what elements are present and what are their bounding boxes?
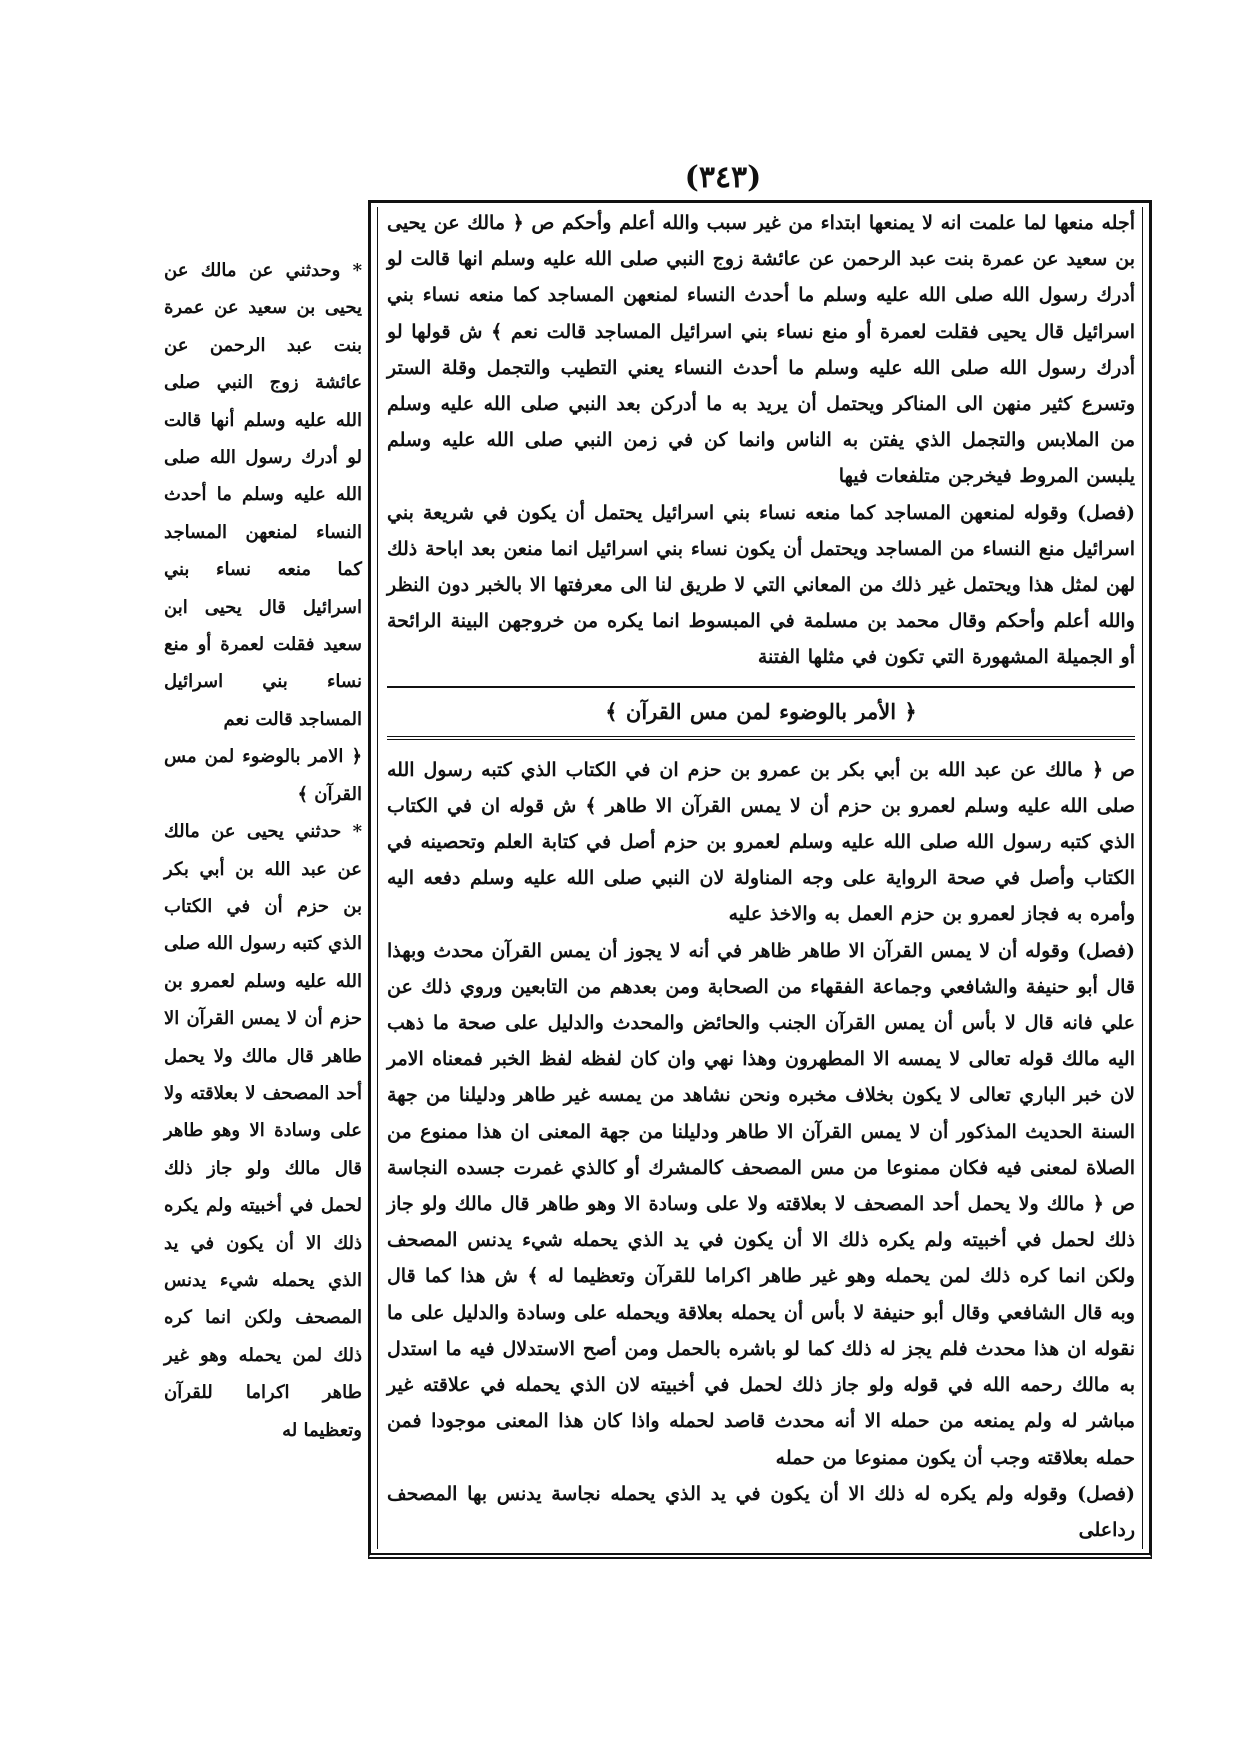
margin-column	[164, 252, 362, 1449]
margin-text-hadith-1: * وحدثني عن مالك عن يحيى بن سعيد عن عمرة بنت عبد الرحمن عن عائشة زوج النبي صلى الله عليه وسلم أنها قالت لو أدرك رسول الله صلى الله عليه وسلم ما أحدث النساء لمنعهن المساجد كما منعه نساء بني اسرائيل قال يحيى ابن سعيد فقلت لعمرة أو منع نساء بني اسرائيل المساجد قالت نعم	[164, 260, 362, 730]
main-paragraph-2: (فصل) وقوله لمنعهن المساجد كما منعه نساء بني اسرائيل يحتمل أن يكون في شريعة بني اسرائيل منع النساء من المساجد ويحتمل أن يكون نساء بني اسرائيل انما منعن بعد اباحة ذلك لهن لمثل هذا ويحتمل غير ذلك من المعاني التي لا طريق لنا الى معرفتها الا بالخبر دون النظر والله أعلم وأحكم وقال محمد بن مسلمة في المبسوط انما يكره من خروجهن البينة الرائحة أو الجميلة المشهورة التي تكون في مثلها الفتنة	[387, 501, 1135, 669]
margin-heading: ﴿ الامر بالوضوء لمن مس القرآن ﴾	[164, 746, 362, 805]
page-number: (٣٤٣)	[684, 160, 762, 195]
main-text-body	[387, 205, 1135, 1548]
main-text-frame	[368, 200, 1152, 1559]
main-paragraph-3: ص ﴿ مالك عن عبد الله بن أبي بكر بن عمرو بن حزم ان في الكتاب الذي كتبه رسول الله صلى الله عليه وسلم لعمرو بن حزم أن لا يمس القرآن الا طاهر ﴾ ش قوله ان في الكتاب الذي كتبه رسول الله صلى الله عليه وسلم لعمرو بن حزم أصل في كتابة العلم وتحصينه في الكتاب وأصل في صحة الرواية على وجه المناولة لان النبي صلى الله عليه وسلم دفعه اليه وأمره به فجاز لعمرو بن حزم العمل به والاخذ عليه	[387, 758, 1135, 926]
section-heading: ﴿ الأمر بالوضوء لمن مس القرآن ﴾	[387, 686, 1135, 740]
margin-text-hadith-2: * حدثني يحيى عن مالك عن عبد الله بن أبي بكر بن حزم أن في الكتاب الذي كتبه رسول الله صلى الله عليه وسلم لعمرو بن حزم أن لا يمس القرآن الا طاهر قال مالك ولا يحمل أحد المصحف لا بعلاقته ولا على وسادة الا وهو طاهر قال مالك ولو جاز ذلك لحمل في أخبيته ولم يكره ذلك الا أن يكون في يد الذي يحمله شيء يدنس المصحف ولكن انما كره ذلك لمن يحمله وهو غير طاهر اكراما للقرآن وتعظيما له	[164, 821, 362, 1441]
main-paragraph-4: (فصل) وقوله أن لا يمس القرآن الا طاهر ظاهر في أنه لا يجوز أن يمس القرآن محدث وبهذا قال أبو حنيفة والشافعي وجماعة الفقهاء من الصحابة ومن بعدهم من التابعين وروي ذلك عن علي فانه قال لا بأس أن يمس القرآن الجنب والحائض والمحدث والدليل على صحة ما ذهب اليه مالك قوله تعالى لا يمسه الا المطهرون وهذا نهي وان كان لفظه لفظ الخبر فمعناه الامر لان خبر الباري تعالى لا يكون بخلاف مخبره ونحن نشاهد من يمسه غير طاهر ودليلنا من جهة السنة الحديث المذكور أن لا يمس القرآن الا طاهر ودليلنا من جهة المعنى ان هذا ممنوع من الصلاة لمعنى فيه فكان ممنوعا من مس المصحف كالمشرك أو كالذي غمرت جسده النجاسة ص ﴿ مالك ولا يحمل أحد المصحف لا بعلاقته ولا على وسادة الا وهو طاهر قال مالك ولو جاز ذلك لحمل في أخبيته ولم يكره ذلك الا أن يكون في يد الذي يحمله شيء يدنس المصحف ولكن انما كره ذلك لمن يحمله وهو غير طاهر اكراما للقرآن وتعظيما له ﴾ ش هذا كما قال وبه قال الشافعي وقال أبو حنيفة لا بأس أن يحمله بعلاقة ويحمله على وسادة والدليل على ما نقوله ان هذا محدث فلم يجز له ذلك كما لو باشره بالحمل ومن أصح الاستدلال فيه ما استدل به مالك رحمه الله في قوله ولو جاز ذلك لحمل في أخبيته لان الذي يحمله في علاقته غير مباشر له ولم يمنعه من حمله الا أنه محدث قاصد لحمله واذا كان هذا المعنى موجودا فمن حمله بعلاقته وجب أن يكون ممنوعا من حمله	[387, 939, 1136, 1469]
main-paragraph-5: (فصل) وقوله ولم يكره له ذلك الا أن يكون في يد الذي يحمله نجاسة يدنس بها المصحف رداعلى	[387, 1482, 1135, 1541]
main-paragraph-1: أجله منعها لما علمت انه لا يمنعها ابتداء من غير سبب والله أعلم وأحكم ص ﴿ مالك عن يحيى بن سعيد عن عمرة بنت عبد الرحمن عن عائشة زوج النبي صلى الله عليه وسلم انها قالت لو أدرك رسول الله صلى الله عليه وسلم ما أحدث النساء لمنعهن المساجد كما منعه نساء بني اسرائيل قال يحيى فقلت لعمرة أو منع نساء بني اسرائيل المساجد قالت نعم ﴾ ش قولها لو أدرك رسول الله صلى الله عليه وسلم ما أحدث النساء يعني التطيب والتجمل وقلة الستر وتسرع كثير منهن الى المناكر ويحتمل أن يريد به ما أدركن بعد النبي صلى الله عليه وسلم من الملابس والتجمل الذي يفتن به الناس وانما كن في زمن النبي صلى الله عليه وسلم يلبسن المروط فيخرجن متلفعات فيها	[387, 212, 1135, 488]
